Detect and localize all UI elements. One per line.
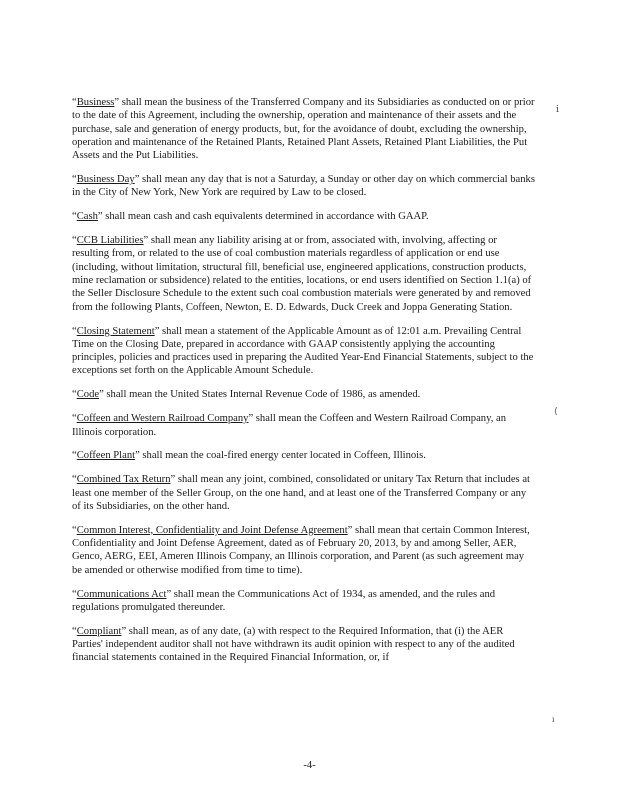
definition-term: Coffeen and Western Railroad Company <box>76 413 249 425</box>
margin-scan-mark: ⅰ <box>556 104 559 114</box>
definition-term: Business Day <box>76 174 135 186</box>
definition-term: Coffeen Plant <box>76 450 136 462</box>
definition-text: shall mean cash and cash equivalents determined in accordance with GAAP. <box>102 211 429 223</box>
definition-text: shall mean the United States Internal Revenue Code of 1986, as amended. <box>103 389 421 401</box>
definition-cash: “Cash” shall mean cash and cash equivalents determined in accordance with GAAP. <box>72 211 429 223</box>
definition-closing-statement: “Closing Statement” shall mean a statement of the Applicable Amount as of 12:01 a.m. Prevailing Central Time on the Closing Date, prepared in accordance with GAAP consistently applying the accounting principles, policies and practices used in preparing the Audited Year-End Financial Statements, subject to the exceptions set forth on the Applicable Amount Schedule. <box>72 325 534 377</box>
definition-coffeen-plant: “Coffeen Plant” shall mean the coal-fired energy center located in Coffeen, Illinois. <box>72 450 426 462</box>
definition-term: Compliant <box>76 625 122 637</box>
margin-scan-mark: ⟨ <box>554 406 558 416</box>
definition-text: shall mean the Coffeen and Western Railroad Company, an Illinois corporation. <box>72 413 506 438</box>
definitions-list <box>72 96 536 675</box>
margin-scan-mark: ı <box>552 714 555 724</box>
definition-text: shall mean a statement of the Applicable Amount as of 12:01 a.m. Prevailing Central Time on the Closing Date, prepared in accordance with GAAP consistently applying the accounting principles, policies and practices used in preparing the Audited Year-End Financial Statements, subject to the exceptions set forth on the Applicable Amount Schedule. <box>72 325 534 377</box>
definition-text: shall mean, as of any date, (a) with respect to the Required Information, that (i) the AER Parties' independent auditor shall not have withdrawn its audit opinion with respect to any of the audited financial statements contained in the Required Financial Information, or, if <box>72 625 515 664</box>
definition-text: shall mean any joint, combined, consolidated or unitary Tax Return that includes at least one member of the Seller Group, on the one hand, and at least one of the Transferred Company or any of its Subsidiaries, on the other hand. <box>72 474 530 512</box>
definition-coffeen-western-railroad: “Coffeen and Western Railroad Company” shall mean the Coffeen and Western Railroad Company, an Illinois corporation. <box>72 413 506 438</box>
definition-common-interest-agreement: “Common Interest, Confidentiality and Joint Defense Agreement” shall mean that certain Common Interest, Confidentiality and Joint Defense Agreement, dated as of February 20, 2013, by and among Seller, AER, Genco, AERG, EEI, Ameren Illinois Company, an Illinois corporation, and Parent (as such agreement may be amended or otherwise modified from time to time). <box>72 524 530 576</box>
definition-term: Business <box>76 97 115 108</box>
definition-term: Combined Tax Return <box>76 474 171 486</box>
definition-term: Closing Statement <box>76 325 155 337</box>
definition-term: Cash <box>76 211 98 223</box>
definition-business: “Business” shall mean the business of the Transferred Company and its Subsidiaries as conducted on or prior to the date of this Agreement, including the ownership, operation and maintenance of their assets and the purchase, sale and generation of energy products, but, for the avoidance of doubt, excluding the ownership, operation and maintenance of the Retained Plants, Retained Plant Assets, Retained Plant Liabilities, the Put Assets and the Put Liabilities. <box>72 97 535 162</box>
definition-compliant: “Compliant” shall mean, as of any date, (a) with respect to the Required Information, that (i) the AER Parties' independent auditor shall not have withdrawn its audit opinion with respect to any of the audited financial statements contained in the Required Financial Information, or, if <box>72 625 515 664</box>
definition-combined-tax-return: “Combined Tax Return” shall mean any joint, combined, consolidated or unitary Tax Return that includes at least one member of the Seller Group, on the one hand, and at least one of the Transferred Company or any of its Subsidiaries, on the other hand. <box>72 474 530 512</box>
definition-term: Code <box>76 389 100 401</box>
definition-text: shall mean that certain Common Interest, Confidentiality and Joint Defense Agreement, dated as of February 20, 2013, by and among Seller, AER, Genco, AERG, EEI, Ameren Illinois Company, an Illinois corporation, and Parent (as such agreement may be amended or otherwise modified from time to time). <box>72 524 530 576</box>
definition-term: CCB Liabilities <box>76 235 144 247</box>
definition-code: “Code” shall mean the United States Internal Revenue Code of 1986, as amended. <box>72 389 421 401</box>
definition-text: shall mean the coal-fired energy center located in Coffeen, Illinois. <box>139 450 426 462</box>
definition-text: shall mean any liability arising at or from, associated with, involving, affecting or resulting from, or related to the use of coal combustion materials regardless of application or end use (including, without limitation, structural fill, beneficial use, engineered applications, construction products, mine reclamation or subsidence) related to the entities, locations, or end users identified on Section 1.1(a) of the Seller Disclosure Schedule to the extent such coal combustion materials were generated by and removed from the following Plants, Coffeen, Newton, E. D. Edwards, Duck Creek and Joppa Generating Station. <box>72 235 532 313</box>
definition-text: shall mean the business of the Transferred Company and its Subsidiaries as conducted on or prior to the date of this Agreement, including the ownership, operation and maintenance of their assets and the purchase, sale and generation of energy products, but, for the avoidance of doubt, excluding the ownership, operation and maintenance of the Retained Plants, Retained Plant Assets, Retained Plant Liabilities, the Put Assets and the Put Liabilities. <box>72 97 535 162</box>
definition-ccb-liabilities: “CCB Liabilities” shall mean any liability arising at or from, associated with, involving, affecting or resulting from, or related to the use of coal combustion materials regardless of application or end use (including, without limitation, structural fill, beneficial use, engineered applications, construction products, mine reclamation or subsidence) related to the entities, locations, or end users identified on Section 1.1(a) of the Seller Disclosure Schedule to the extent such coal combustion materials were generated by and removed from the following Plants, Coffeen, Newton, E. D. Edwards, Duck Creek and Joppa Generating Station. <box>72 235 532 313</box>
definition-term: Communications Act <box>76 588 167 600</box>
definition-term: Common Interest, Confidentiality and Joint Defense Agreement <box>76 524 348 536</box>
definition-text: shall mean any day that is not a Saturday, a Sunday or other day on which commercial banks in the City of New York, New York are required by Law to be closed. <box>72 174 535 199</box>
page-number: -4- <box>303 760 316 771</box>
definition-business-day: “Business Day” shall mean any day that is not a Saturday, a Sunday or other day on which commercial banks in the City of New York, New York are required by Law to be closed. <box>72 174 535 199</box>
definition-text: shall mean the Communications Act of 1934, as amended, and the rules and regulations promulgated thereunder. <box>72 588 496 613</box>
definition-communications-act: “Communications Act” shall mean the Communications Act of 1934, as amended, and the rules and regulations promulgated thereunder. <box>72 588 496 613</box>
